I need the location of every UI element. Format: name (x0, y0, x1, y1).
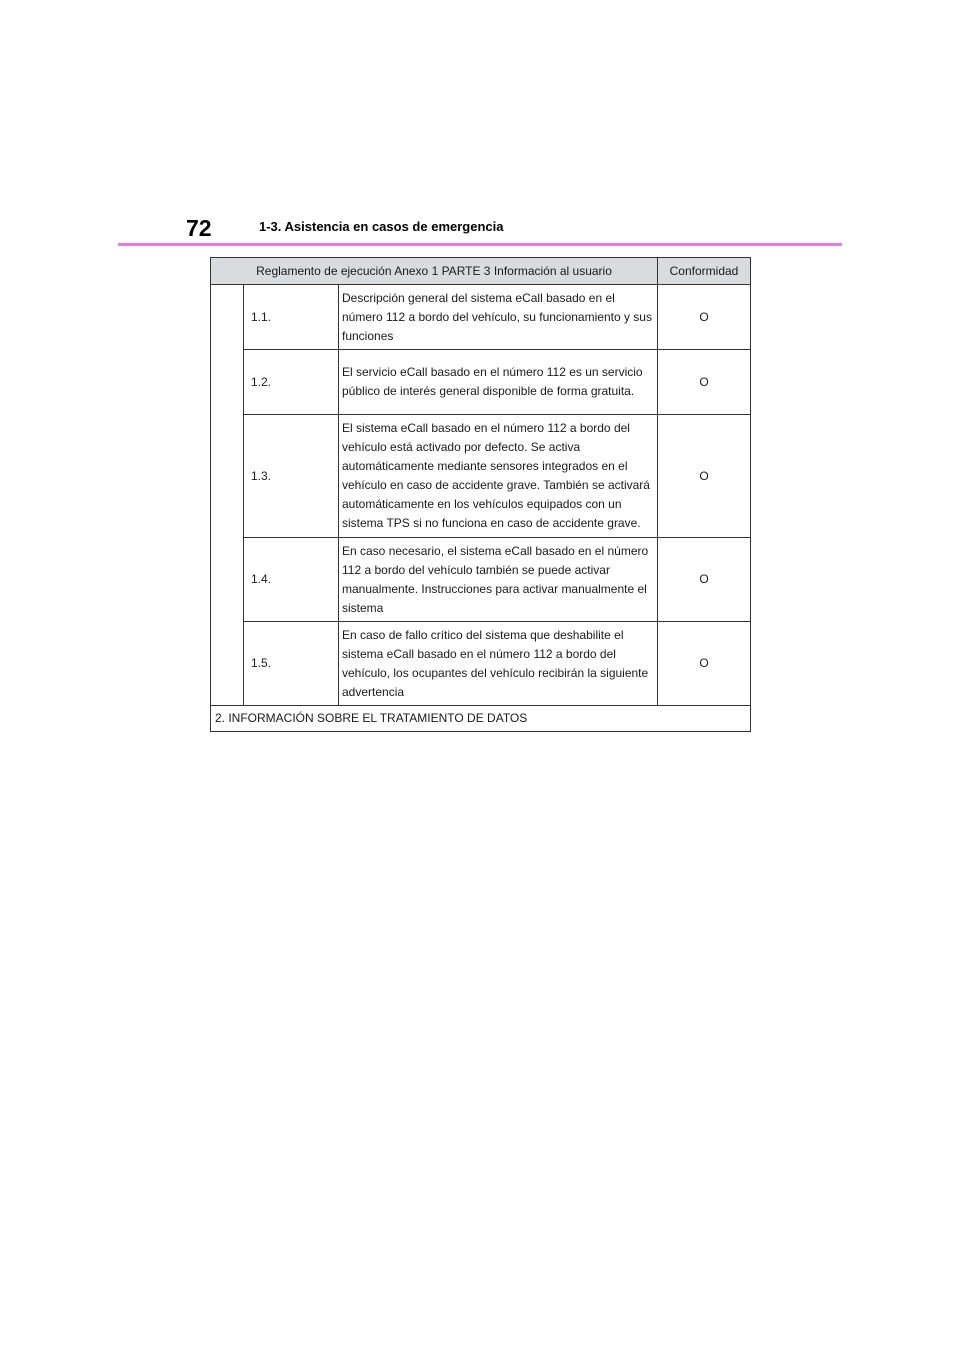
table-row (211, 415, 751, 538)
row-description: Descripción general del sistema eCall basado en el número 112 a bordo del vehículo, su funcionamiento y sus funciones (339, 285, 658, 350)
row-description: El sistema eCall basado en el número 112 a bordo del vehículo está activado por defecto. Se activa automáticamente mediante sensores integrados en el vehículo en caso de accidente grave. También se activará automáticamente en los vehículos equipados con un sistema TPS si no funciona en caso de accidente grave. (339, 415, 658, 538)
row-conformity: O (658, 538, 751, 622)
header-rule (118, 243, 842, 246)
row-conformity: O (658, 415, 751, 538)
row-number: 1.4. (244, 538, 339, 622)
table-header-row (211, 258, 751, 285)
section-title: 1-3. Asistencia en casos de emergencia (259, 219, 504, 234)
table-footer-row (211, 706, 751, 732)
regulation-table (210, 257, 751, 732)
header-regulation: Reglamento de ejecución Anexo 1 PARTE 3 Información al usuario (211, 258, 658, 285)
row-description: En caso de fallo crítico del sistema que deshabilite el sistema eCall basado en el número 112 a bordo del vehículo, los ocupantes del vehículo recibirán la siguiente advertencia (339, 622, 658, 706)
section-heading-data-processing: 2. INFORMACIÓN SOBRE EL TRATAMIENTO DE DATOS (211, 706, 751, 732)
row-conformity: O (658, 285, 751, 350)
table-row (211, 350, 751, 415)
page-number: 72 (186, 215, 212, 241)
row-conformity: O (658, 622, 751, 706)
indent-cell (211, 285, 244, 706)
table-row (211, 285, 751, 350)
row-conformity: O (658, 350, 751, 415)
row-description: En caso necesario, el sistema eCall basado en el número 112 a bordo del vehículo también se puede activar manualmente. Instrucciones para activar manualmente el sistema (339, 538, 658, 622)
row-description: El servicio eCall basado en el número 112 es un servicio público de interés general disponible de forma gratuita. (339, 350, 658, 415)
row-number: 1.3. (244, 415, 339, 538)
table-row (211, 538, 751, 622)
row-number: 1.1. (244, 285, 339, 350)
row-number: 1.2. (244, 350, 339, 415)
row-number: 1.5. (244, 622, 339, 706)
header-conformity: Conformidad (658, 258, 751, 285)
table-row (211, 622, 751, 706)
